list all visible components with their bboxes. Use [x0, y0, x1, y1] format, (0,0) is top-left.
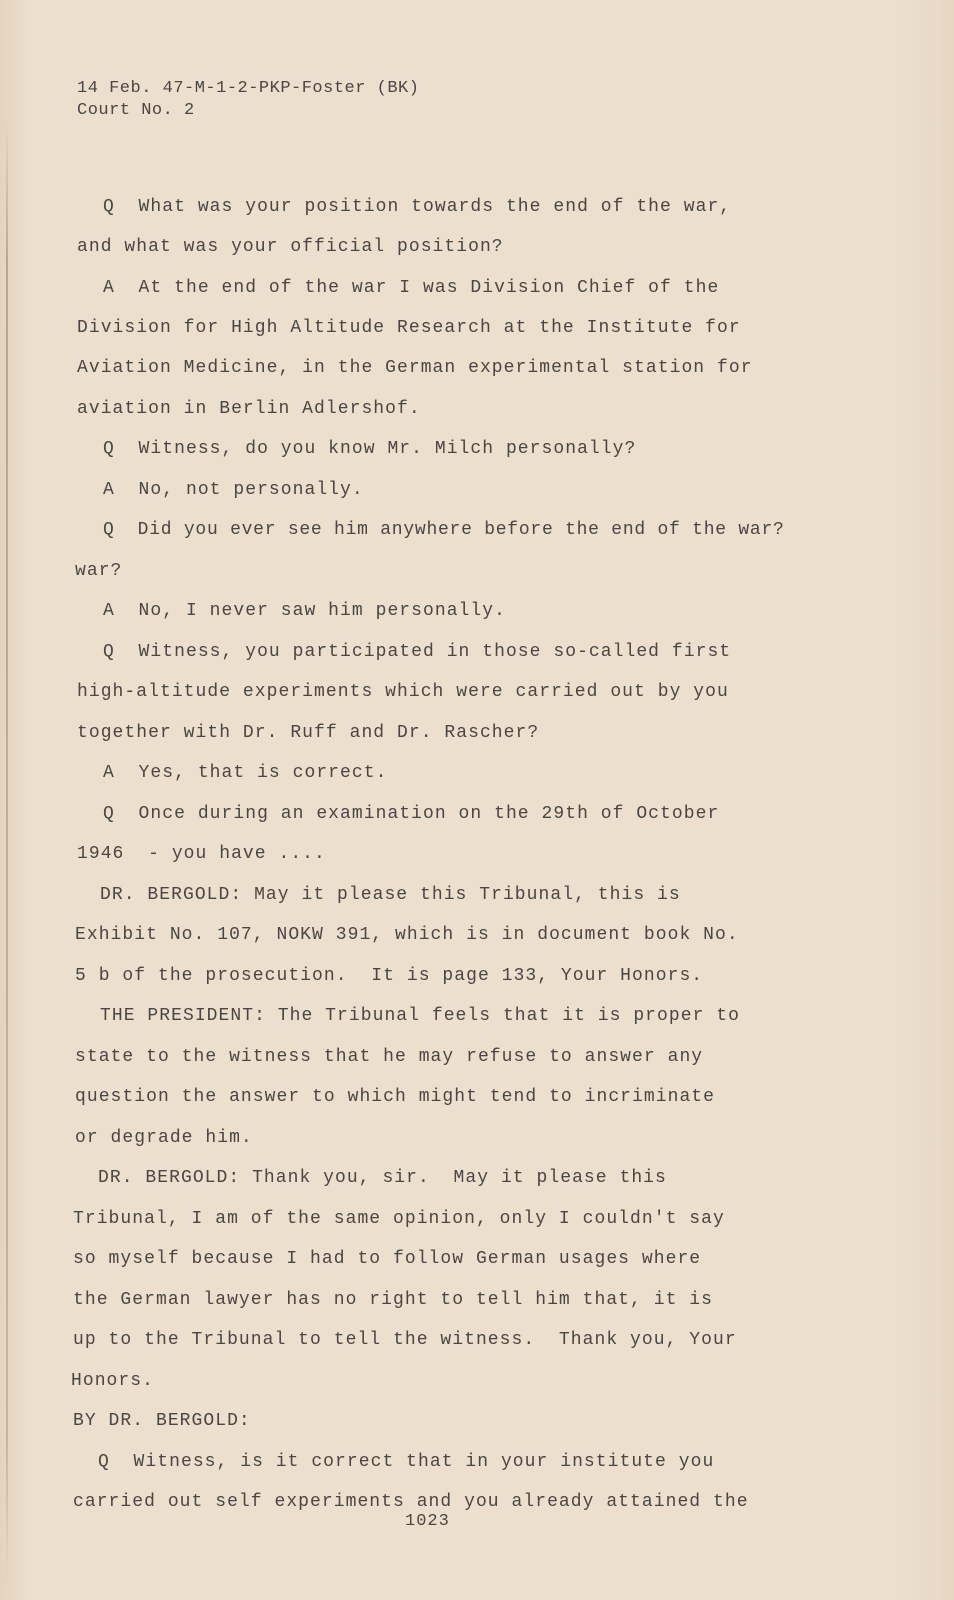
text-line: Q Did you ever see him anywhere before the end of the war? [103, 520, 785, 540]
text-line: DR. BERGOLD: Thank you, sir. May it please this [98, 1168, 667, 1188]
text-line: together with Dr. Ruff and Dr. Rascher? [77, 723, 540, 743]
text-line: Q What was your position towards the end of the war, [103, 197, 732, 217]
margin-rule [6, 120, 8, 1580]
text-line: A No, not personally. [103, 480, 364, 500]
text-line: the German lawyer has no right to tell him that, it is [73, 1290, 713, 1310]
text-line: high-altitude experiments which were carried out by you [77, 682, 729, 702]
text-line: carried out self experiments and you already attained the [73, 1492, 749, 1512]
text-line: Q Once during an examination on the 29th of October [103, 804, 720, 824]
text-line: A At the end of the war I was Division Chief of the [103, 278, 720, 298]
header-reference: 14 Feb. 47-M-1-2-PKP-Foster (BK) [77, 79, 420, 98]
text-line: BY DR. BERGOLD: [73, 1411, 251, 1431]
text-line: THE PRESIDENT: The Tribunal feels that it is proper to [100, 1006, 740, 1026]
header-court: Court No. 2 [77, 101, 195, 120]
document-header [77, 78, 419, 122]
text-line: 1946 - you have .... [77, 844, 326, 864]
text-line: Q Witness, do you know Mr. Milch personally? [103, 439, 637, 459]
text-line: and what was your official position? [77, 237, 504, 257]
text-line: or degrade him. [75, 1128, 253, 1148]
text-line: war? [75, 561, 123, 581]
text-line: DR. BERGOLD: May it please this Tribunal, this is [100, 885, 681, 905]
text-line: Q Witness, you participated in those so-called first [103, 642, 732, 662]
page-number: 1023 [405, 1512, 450, 1531]
text-line: up to the Tribunal to tell the witness. Thank you, Your [73, 1330, 737, 1350]
text-line: Division for High Altitude Research at the Institute for [77, 318, 741, 338]
text-line: A No, I never saw him personally. [103, 601, 506, 621]
text-line: aviation in Berlin Adlershof. [77, 399, 421, 419]
text-line: 5 b of the prosecution. It is page 133, Your Honors. [75, 966, 704, 986]
text-line: Honors. [71, 1371, 154, 1391]
text-line: Exhibit No. 107, NOKW 391, which is in document book No. [75, 925, 739, 945]
text-line: question the answer to which might tend to incriminate [75, 1087, 715, 1107]
text-line: Tribunal, I am of the same opinion, only I couldn't say [73, 1209, 725, 1229]
text-line: Q Witness, is it correct that in your institute you [98, 1452, 715, 1472]
text-line: so myself because I had to follow German usages where [73, 1249, 702, 1269]
text-line: state to the witness that he may refuse to answer any [75, 1047, 704, 1067]
text-line: Aviation Medicine, in the German experimental station for [77, 358, 753, 378]
text-line: A Yes, that is correct. [103, 763, 388, 783]
